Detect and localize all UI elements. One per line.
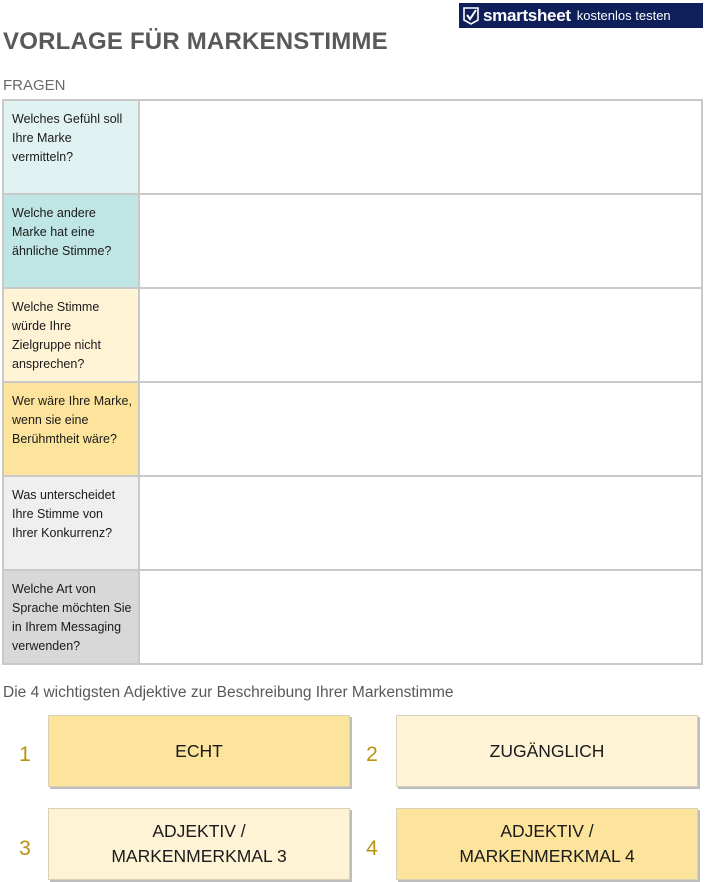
adjective-line2: MARKENMERKMAL 3 [111, 846, 287, 866]
answer-cell[interactable] [139, 476, 702, 570]
adjective-number-3: 3 [19, 837, 31, 860]
adjective-box-2[interactable] [396, 715, 698, 787]
adjective-line1: ZUGÄNGLICH [489, 740, 605, 761]
table-row [3, 476, 702, 570]
question-cell: Was unterscheidet Ihre Stimme von Ihrer Konkurrenz? [3, 476, 139, 570]
answer-cell[interactable] [139, 194, 702, 288]
adjective-box-3[interactable] [48, 808, 350, 880]
adjective-number-1: 1 [19, 743, 31, 766]
answer-cell[interactable] [139, 382, 702, 476]
adjective-box-1[interactable] [48, 715, 350, 787]
question-cell: Wer wäre Ihre Marke, wenn sie eine Berühmtheit wäre? [3, 382, 139, 476]
question-cell: Welches Gefühl soll Ihre Marke vermitteln? [3, 100, 139, 194]
table-row [3, 570, 702, 664]
question-cell: Welche Stimme würde Ihre Zielgruppe nicht ansprechen? [3, 288, 139, 382]
question-cell: Welche Art von Sprache möchten Sie in Ihrem Messaging verwenden? [3, 570, 139, 664]
answer-cell[interactable] [139, 100, 702, 194]
smartsheet-banner[interactable] [459, 3, 703, 28]
answer-cell[interactable] [139, 288, 702, 382]
brand-name: smartsheet [483, 5, 571, 25]
adjective-number-4: 4 [366, 837, 378, 860]
questions-section-label: FRAGEN [3, 77, 66, 94]
adjective-line1: ECHT [175, 740, 223, 761]
adjective-box-4[interactable] [396, 808, 698, 880]
table-row [3, 100, 702, 194]
page-title: VORLAGE FÜR MARKENSTIMME [3, 28, 388, 55]
table-row [3, 194, 702, 288]
answer-cell[interactable] [139, 570, 702, 664]
adjectives-title: Die 4 wichtigsten Adjektive zur Beschreibung Ihrer Markenstimme [3, 684, 454, 701]
table-row [3, 382, 702, 476]
question-cell: Welche andere Marke hat eine ähnliche Stimme? [3, 194, 139, 288]
adjective-number-2: 2 [366, 743, 378, 766]
adjective-line2: MARKENMERKMAL 4 [459, 846, 635, 866]
table-row [3, 288, 702, 382]
checkmark-flag-icon [463, 7, 479, 25]
free-trial-link[interactable]: kostenlos testen [576, 8, 671, 23]
questions-table [2, 99, 703, 665]
adjective-line1: ADJEKTIV / [152, 821, 246, 841]
adjective-line1: ADJEKTIV / [500, 821, 594, 841]
